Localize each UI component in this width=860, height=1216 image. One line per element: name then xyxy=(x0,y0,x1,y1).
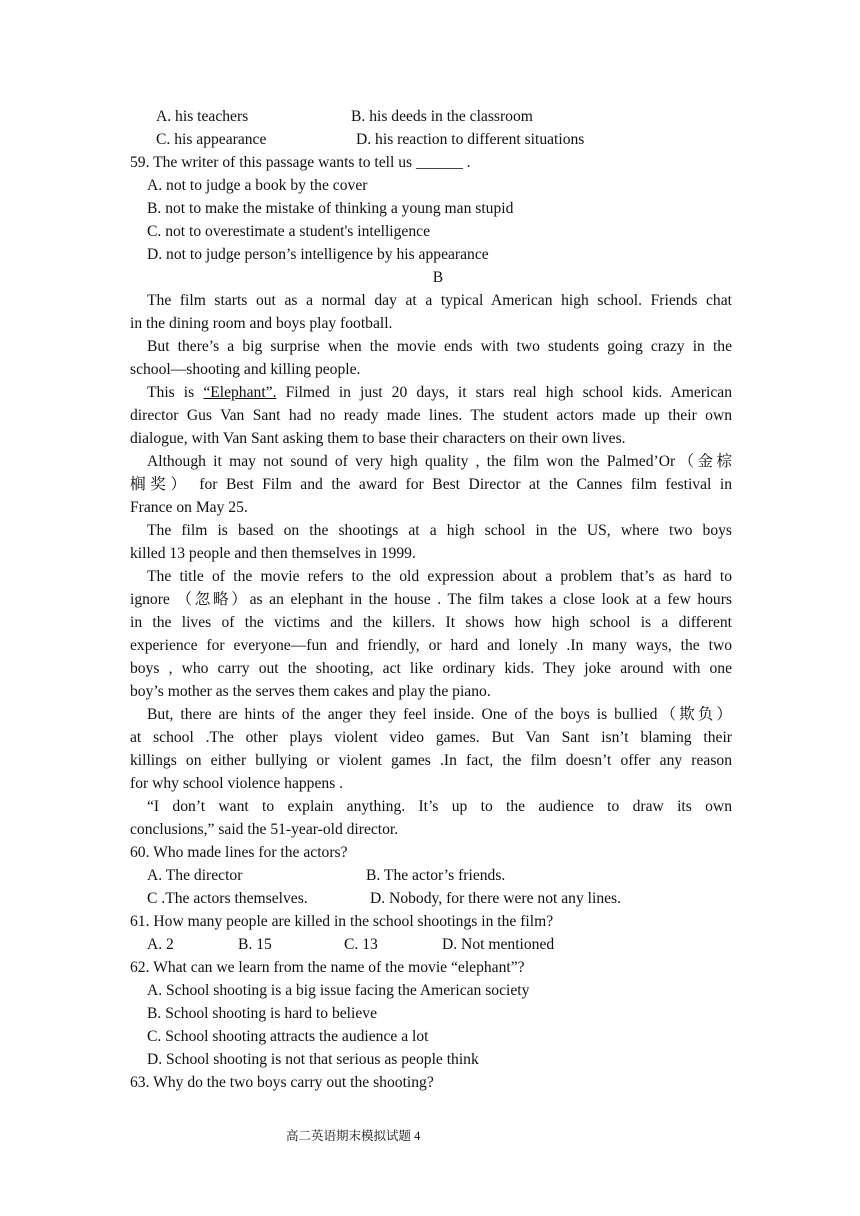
q58-option-c: C. his appearance xyxy=(156,131,267,148)
q59-option-c: C. not to overestimate a student's intelligence xyxy=(147,223,430,240)
passage-line: killed 13 people and then themselves in 1999. xyxy=(130,545,416,562)
q60-question: 60. Who made lines for the actors? xyxy=(130,844,348,861)
passage-line: Although it may not sound of very high quality , the film won the Palmed’Or（金棕 xyxy=(147,453,732,470)
q61-option-a: A. 2 xyxy=(147,936,174,953)
passage-line: The film is based on the shootings at a high school in the US, where two boys xyxy=(147,522,732,539)
passage-line: director Gus Van Sant had no ready made lines. The student actors made up their own xyxy=(130,407,732,424)
passage-line: in the dining room and boys play football. xyxy=(130,315,393,332)
q62-option-c: C. School shooting attracts the audience a lot xyxy=(147,1028,429,1045)
passage-line-elephant xyxy=(147,381,732,404)
passage-line: boys , who carry out the shooting, act like ordinary kids. They joke around with one xyxy=(130,660,732,677)
q58-option-a: A. his teachers xyxy=(156,108,249,125)
q61-question: 61. How many people are killed in the school shootings in the film? xyxy=(130,913,554,930)
passage-line: The film starts out as a normal day at a typical American high school. Friends chat xyxy=(147,292,732,309)
elephant-title-underlined: “Elephant”. xyxy=(203,384,277,401)
passage-line: But, there are hints of the anger they feel inside. One of the boys is bullied（欺负） xyxy=(147,706,732,723)
q60-option-d: D. Nobody, for there were not any lines. xyxy=(370,890,622,907)
passage-text: This is xyxy=(147,384,204,401)
q60-option-c: C .The actors themselves. xyxy=(147,890,308,907)
q61-option-d: D. Not mentioned xyxy=(442,936,555,953)
passage-line: killings on either bullying or violent games .In fact, the film doesn’t offer any reason xyxy=(130,752,732,769)
passage-text: Filmed in just 20 days, it stars real high school kids. American xyxy=(276,384,733,401)
q63-question: 63. Why do the two boys carry out the shooting? xyxy=(130,1074,434,1091)
passage-line: “I don’t want to explain anything. It’s up to the audience to draw its own xyxy=(147,798,732,815)
q59-question: 59. The writer of this passage wants to tell us ______ . xyxy=(130,154,471,171)
q59-option-a: A. not to judge a book by the cover xyxy=(147,177,368,194)
passage-line: ignore （忽略）as an elephant in the house . The film takes a close look at a few hours xyxy=(130,591,732,608)
section-label: B xyxy=(432,269,444,286)
q62-option-d: D. School shooting is not that serious as people think xyxy=(147,1051,479,1068)
passage-line: at school .The other plays violent video games. But Van Sant isn’t blaming their xyxy=(130,729,732,746)
page-footer: 高二英语期末模拟试题 4 xyxy=(286,1129,421,1143)
q58-option-d: D. his reaction to different situations xyxy=(356,131,585,148)
passage-line: The title of the movie refers to the old expression about a problem that’s as hard to xyxy=(147,568,732,585)
passage-line: for why school violence happens . xyxy=(130,775,344,792)
passage-line: conclusions,” said the 51-year-old director. xyxy=(130,821,399,838)
passage-line: France on May 25. xyxy=(130,499,248,516)
q60-option-a: A. The director xyxy=(147,867,243,884)
passage-line: But there’s a big surprise when the movie ends with two students going crazy in the xyxy=(147,338,732,355)
q60-option-b: B. The actor’s friends. xyxy=(366,867,506,884)
q58-option-b: B. his deeds in the classroom xyxy=(351,108,533,125)
q62-question: 62. What can we learn from the name of the movie “elephant”? xyxy=(130,959,525,976)
passage-line: school—shooting and killing people. xyxy=(130,361,361,378)
passage-line: boy’s mother as the serves them cakes and play the piano. xyxy=(130,683,491,700)
passage-line: experience for everyone—fun and friendly, or hard and lonely .In many ways, the two xyxy=(130,637,732,654)
passage-line: in the lives of the victims and the killers. It shows how high school is a different xyxy=(130,614,732,631)
q62-option-a: A. School shooting is a big issue facing the American society xyxy=(147,982,530,999)
q61-option-c: C. 13 xyxy=(344,936,378,953)
passage-line: dialogue, with Van Sant asking them to base their characters on their own lives. xyxy=(130,430,626,447)
passage-line: 榈奖） for Best Film and the award for Best Director at the Cannes film festival in xyxy=(130,476,732,493)
q59-option-d: D. not to judge person’s intelligence by his appearance xyxy=(147,246,489,263)
q59-option-b: B. not to make the mistake of thinking a young man stupid xyxy=(147,200,514,217)
q61-option-b: B. 15 xyxy=(238,936,272,953)
q62-option-b: B. School shooting is hard to believe xyxy=(147,1005,377,1022)
